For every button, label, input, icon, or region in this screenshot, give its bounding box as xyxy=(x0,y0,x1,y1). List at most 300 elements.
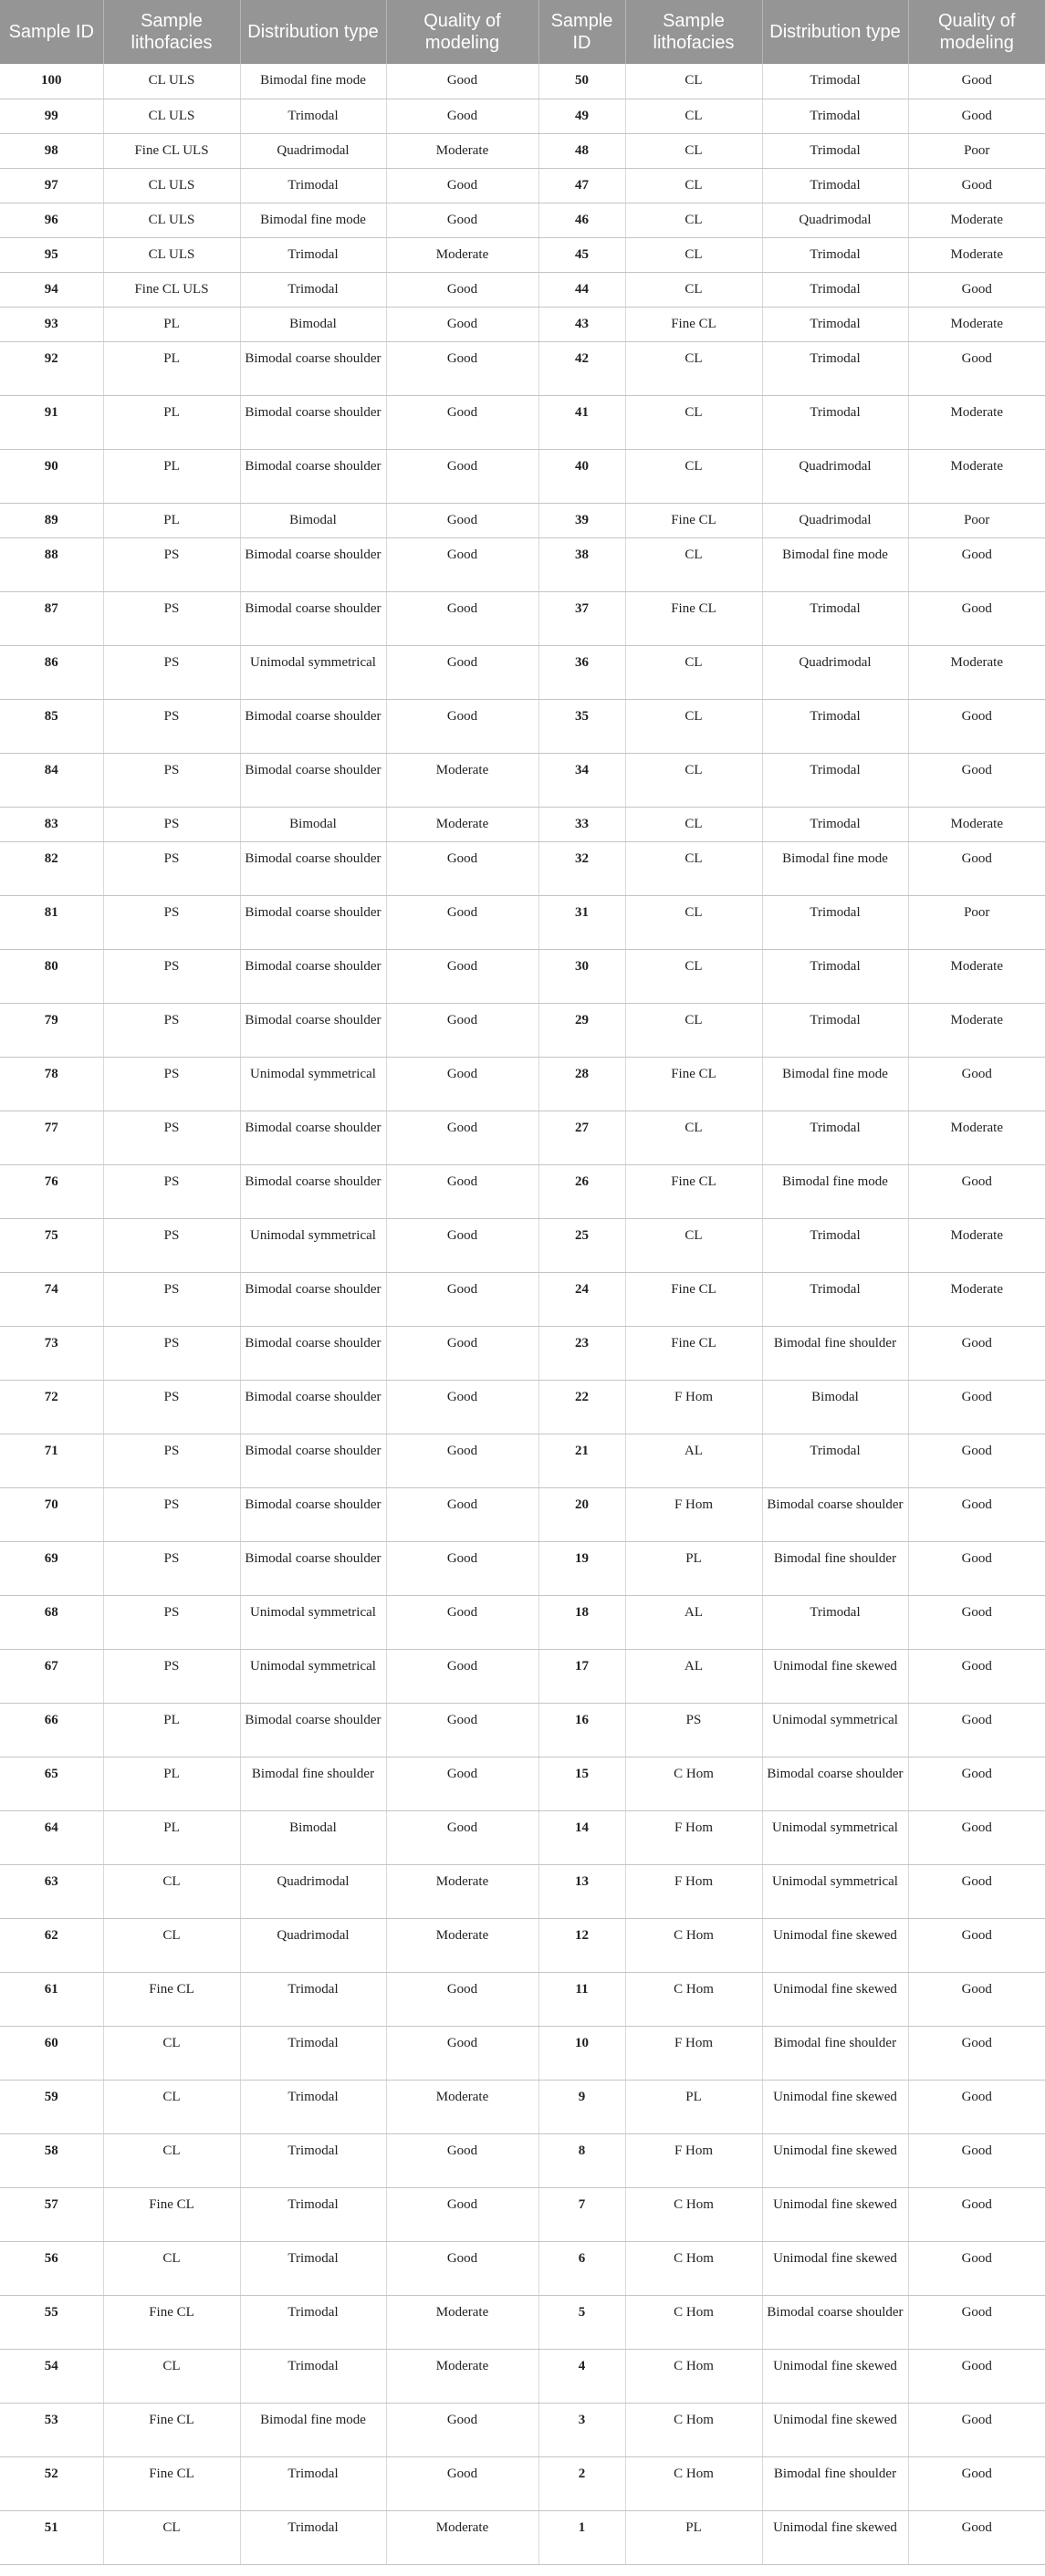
sample-id-cell: 42 xyxy=(538,341,625,395)
distribution-cell: Unimodal symmetrical xyxy=(240,645,386,699)
lithofacies-cell: Fine CL xyxy=(103,2456,240,2510)
quality-cell: Moderate xyxy=(908,449,1045,503)
lithofacies-cell: CL xyxy=(625,1003,762,1057)
table-row xyxy=(0,949,1045,1003)
distribution-cell: Bimodal xyxy=(240,807,386,841)
lithofacies-cell: PS xyxy=(103,895,240,949)
sample-id-cell: 68 xyxy=(0,1595,103,1649)
distribution-cell: Bimodal coarse shoulder xyxy=(240,1541,386,1595)
quality-cell: Good xyxy=(908,2403,1045,2456)
quality-cell: Good xyxy=(386,645,538,699)
quality-cell: Moderate xyxy=(908,1003,1045,1057)
quality-cell: Good xyxy=(386,537,538,591)
distribution-cell: Bimodal fine shoulder xyxy=(762,1541,908,1595)
distribution-cell: Bimodal coarse shoulder xyxy=(240,1380,386,1434)
quality-cell: Good xyxy=(908,1918,1045,1972)
table-row xyxy=(0,1757,1045,1810)
distribution-cell: Unimodal fine skewed xyxy=(762,2349,908,2403)
sample-id-cell: 47 xyxy=(538,168,625,203)
distribution-cell: Trimodal xyxy=(240,2295,386,2349)
quality-cell: Good xyxy=(386,341,538,395)
table-row xyxy=(0,395,1045,449)
lithofacies-cell: Fine CL ULS xyxy=(103,272,240,307)
lithofacies-cell: PL xyxy=(103,395,240,449)
sample-id-cell: 48 xyxy=(538,133,625,168)
quality-cell: Good xyxy=(908,2295,1045,2349)
sample-id-cell: 21 xyxy=(538,1434,625,1487)
table-row xyxy=(0,237,1045,272)
lithofacies-cell: CL xyxy=(625,645,762,699)
lithofacies-cell: CL xyxy=(625,1218,762,1272)
quality-cell: Good xyxy=(908,2080,1045,2133)
lithofacies-cell: F Hom xyxy=(625,1864,762,1918)
quality-cell: Good xyxy=(386,64,538,99)
sample-id-cell: 67 xyxy=(0,1649,103,1703)
sample-id-cell: 62 xyxy=(0,1918,103,1972)
distribution-cell: Quadrimodal xyxy=(762,645,908,699)
lithofacies-cell: CL xyxy=(625,949,762,1003)
quality-cell: Good xyxy=(386,272,538,307)
sample-id-cell: 71 xyxy=(0,1434,103,1487)
lithofacies-cell: CL xyxy=(625,99,762,133)
lithofacies-cell: PL xyxy=(625,2510,762,2564)
sample-id-cell: 69 xyxy=(0,1541,103,1595)
header-quality-right: Quality of modeling xyxy=(908,0,1045,64)
quality-cell: Moderate xyxy=(386,807,538,841)
sample-id-cell: 95 xyxy=(0,237,103,272)
quality-cell: Good xyxy=(386,1703,538,1757)
quality-cell: Poor xyxy=(908,503,1045,537)
distribution-cell: Unimodal symmetrical xyxy=(240,1649,386,1703)
lithofacies-cell: C Hom xyxy=(625,1757,762,1810)
quality-cell: Good xyxy=(908,64,1045,99)
table-row xyxy=(0,2349,1045,2403)
quality-cell: Moderate xyxy=(386,2349,538,2403)
quality-cell: Good xyxy=(908,1649,1045,1703)
sample-id-cell: 94 xyxy=(0,272,103,307)
distribution-cell: Trimodal xyxy=(762,1218,908,1272)
lithofacies-cell: PS xyxy=(103,1164,240,1218)
table-row xyxy=(0,341,1045,395)
distribution-cell: Trimodal xyxy=(240,99,386,133)
distribution-cell: Unimodal fine skewed xyxy=(762,2510,908,2564)
quality-cell: Good xyxy=(908,1434,1045,1487)
sample-id-cell: 53 xyxy=(0,2403,103,2456)
lithofacies-cell: CL ULS xyxy=(103,237,240,272)
table-row xyxy=(0,2456,1045,2510)
quality-cell: Good xyxy=(386,307,538,341)
table-row xyxy=(0,2241,1045,2295)
lithofacies-cell: CL xyxy=(625,64,762,99)
lithofacies-cell: PS xyxy=(103,699,240,753)
distribution-cell: Trimodal xyxy=(762,753,908,807)
sample-id-cell: 90 xyxy=(0,449,103,503)
lithofacies-cell: CL xyxy=(103,1864,240,1918)
quality-cell: Good xyxy=(386,2403,538,2456)
sample-id-cell: 8 xyxy=(538,2133,625,2187)
distribution-cell: Bimodal fine mode xyxy=(762,841,908,895)
sample-id-cell: 17 xyxy=(538,1649,625,1703)
sample-id-cell: 46 xyxy=(538,203,625,237)
lithofacies-cell: PS xyxy=(103,1003,240,1057)
distribution-cell: Unimodal fine skewed xyxy=(762,2241,908,2295)
distribution-cell: Bimodal xyxy=(240,1810,386,1864)
sample-id-cell: 40 xyxy=(538,449,625,503)
distribution-cell: Trimodal xyxy=(762,64,908,99)
sample-id-cell: 23 xyxy=(538,1326,625,1380)
sample-id-cell: 65 xyxy=(0,1757,103,1810)
lithofacies-cell: PS xyxy=(103,841,240,895)
distribution-cell: Trimodal xyxy=(240,2510,386,2564)
sample-id-cell: 10 xyxy=(538,2026,625,2080)
distribution-cell: Unimodal symmetrical xyxy=(240,1595,386,1649)
quality-cell: Good xyxy=(386,2133,538,2187)
sample-id-cell: 12 xyxy=(538,1918,625,1972)
sample-id-cell: 35 xyxy=(538,699,625,753)
lithofacies-cell: C Hom xyxy=(625,1972,762,2026)
lithofacies-cell: Fine CL xyxy=(103,2403,240,2456)
quality-cell: Good xyxy=(908,2510,1045,2564)
table-row xyxy=(0,591,1045,645)
sample-id-cell: 60 xyxy=(0,2026,103,2080)
table-row xyxy=(0,1272,1045,1326)
quality-cell: Good xyxy=(386,1272,538,1326)
quality-cell: Good xyxy=(908,2349,1045,2403)
quality-cell: Moderate xyxy=(908,1272,1045,1326)
distribution-cell: Bimodal fine shoulder xyxy=(762,2456,908,2510)
sample-id-cell: 99 xyxy=(0,99,103,133)
lithofacies-cell: PS xyxy=(103,1541,240,1595)
sample-id-cell: 75 xyxy=(0,1218,103,1272)
distribution-cell: Trimodal xyxy=(240,237,386,272)
sample-id-cell: 5 xyxy=(538,2295,625,2349)
lithofacies-cell: PS xyxy=(103,753,240,807)
header-distribution-left: Distribution type xyxy=(240,0,386,64)
distribution-cell: Unimodal fine skewed xyxy=(762,1918,908,1972)
lithofacies-cell: AL xyxy=(625,1595,762,1649)
quality-cell: Good xyxy=(386,1057,538,1111)
lithofacies-cell: C Hom xyxy=(625,2241,762,2295)
sample-id-cell: 81 xyxy=(0,895,103,949)
lithofacies-cell: CL xyxy=(625,168,762,203)
distribution-cell: Unimodal fine skewed xyxy=(762,1649,908,1703)
sample-id-cell: 39 xyxy=(538,503,625,537)
lithofacies-cell: PL xyxy=(103,307,240,341)
quality-cell: Good xyxy=(386,2456,538,2510)
sample-id-cell: 29 xyxy=(538,1003,625,1057)
header-lithofacies-left: Sample lithofacies xyxy=(103,0,240,64)
table-row xyxy=(0,2026,1045,2080)
lithofacies-cell: CL xyxy=(625,203,762,237)
lithofacies-cell: CL xyxy=(625,807,762,841)
table-row xyxy=(0,133,1045,168)
sample-id-cell: 13 xyxy=(538,1864,625,1918)
quality-cell: Good xyxy=(908,2026,1045,2080)
table-header xyxy=(0,0,1045,64)
sample-id-cell: 56 xyxy=(0,2241,103,2295)
sample-id-cell: 19 xyxy=(538,1541,625,1595)
quality-cell: Good xyxy=(386,2187,538,2241)
sample-id-cell: 66 xyxy=(0,1703,103,1757)
quality-cell: Good xyxy=(386,1595,538,1649)
distribution-cell: Bimodal coarse shoulder xyxy=(240,395,386,449)
header-row xyxy=(0,0,1045,64)
distribution-cell: Trimodal xyxy=(762,341,908,395)
sample-id-cell: 41 xyxy=(538,395,625,449)
sample-id-cell: 92 xyxy=(0,341,103,395)
quality-cell: Good xyxy=(908,1326,1045,1380)
sample-id-cell: 49 xyxy=(538,99,625,133)
quality-cell: Poor xyxy=(908,133,1045,168)
header-sample-id-right: Sample ID xyxy=(538,0,625,64)
sample-id-cell: 44 xyxy=(538,272,625,307)
quality-cell: Good xyxy=(386,1380,538,1434)
quality-cell: Moderate xyxy=(908,1111,1045,1164)
quality-cell: Good xyxy=(386,1434,538,1487)
quality-cell: Good xyxy=(386,1003,538,1057)
table-row xyxy=(0,807,1045,841)
quality-cell: Good xyxy=(908,1057,1045,1111)
distribution-cell: Unimodal fine skewed xyxy=(762,2187,908,2241)
distribution-cell: Bimodal xyxy=(240,307,386,341)
sample-id-cell: 25 xyxy=(538,1218,625,1272)
header-quality-left: Quality of modeling xyxy=(386,0,538,64)
quality-cell: Good xyxy=(386,841,538,895)
lithofacies-cell: CL xyxy=(625,895,762,949)
sample-id-cell: 4 xyxy=(538,2349,625,2403)
sample-id-cell: 38 xyxy=(538,537,625,591)
distribution-cell: Bimodal xyxy=(762,1380,908,1434)
distribution-cell: Trimodal xyxy=(240,2349,386,2403)
sample-id-cell: 70 xyxy=(0,1487,103,1541)
sample-id-cell: 24 xyxy=(538,1272,625,1326)
distribution-cell: Trimodal xyxy=(240,2241,386,2295)
quality-cell: Moderate xyxy=(908,307,1045,341)
distribution-cell: Trimodal xyxy=(240,2080,386,2133)
distribution-cell: Bimodal fine shoulder xyxy=(762,1326,908,1380)
table-row xyxy=(0,2403,1045,2456)
lithofacies-cell: CL ULS xyxy=(103,168,240,203)
quality-cell: Good xyxy=(908,2133,1045,2187)
lithofacies-cell: CL xyxy=(103,2510,240,2564)
table-row xyxy=(0,1487,1045,1541)
lithofacies-cell: PL xyxy=(625,2080,762,2133)
quality-cell: Good xyxy=(908,1380,1045,1434)
table-row xyxy=(0,2510,1045,2564)
lithofacies-cell: F Hom xyxy=(625,1487,762,1541)
distribution-cell: Trimodal xyxy=(240,2026,386,2080)
sample-id-cell: 43 xyxy=(538,307,625,341)
quality-cell: Good xyxy=(386,2241,538,2295)
distribution-cell: Quadrimodal xyxy=(762,503,908,537)
lithofacies-cell: CL xyxy=(625,237,762,272)
distribution-cell: Bimodal fine mode xyxy=(762,537,908,591)
table-row xyxy=(0,1972,1045,2026)
quality-cell: Good xyxy=(386,1757,538,1810)
lithofacies-cell: F Hom xyxy=(625,2026,762,2080)
quality-cell: Good xyxy=(908,1703,1045,1757)
lithofacies-cell: CL xyxy=(103,2241,240,2295)
distribution-cell: Trimodal xyxy=(240,2187,386,2241)
quality-cell: Good xyxy=(908,341,1045,395)
lithofacies-cell: Fine CL xyxy=(625,1164,762,1218)
distribution-cell: Quadrimodal xyxy=(762,449,908,503)
distribution-cell: Quadrimodal xyxy=(240,1864,386,1918)
lithofacies-cell: PL xyxy=(625,1541,762,1595)
quality-cell: Moderate xyxy=(908,949,1045,1003)
sample-id-cell: 36 xyxy=(538,645,625,699)
lithofacies-cell: CL ULS xyxy=(103,64,240,99)
sample-id-cell: 86 xyxy=(0,645,103,699)
table-row xyxy=(0,753,1045,807)
sample-id-cell: 96 xyxy=(0,203,103,237)
distribution-cell: Bimodal coarse shoulder xyxy=(240,841,386,895)
sample-id-cell: 63 xyxy=(0,1864,103,1918)
sample-id-cell: 2 xyxy=(538,2456,625,2510)
lithofacies-cell: PS xyxy=(103,1487,240,1541)
sample-id-cell: 3 xyxy=(538,2403,625,2456)
lithofacies-cell: PS xyxy=(103,1434,240,1487)
lithofacies-cell: Fine CL ULS xyxy=(103,133,240,168)
sample-id-cell: 6 xyxy=(538,2241,625,2295)
lithofacies-cell: PL xyxy=(103,1810,240,1864)
quality-cell: Good xyxy=(908,841,1045,895)
sample-id-cell: 32 xyxy=(538,841,625,895)
table-row xyxy=(0,1380,1045,1434)
table-row xyxy=(0,1918,1045,1972)
lithofacies-cell: F Hom xyxy=(625,1810,762,1864)
lithofacies-cell: CL xyxy=(625,395,762,449)
quality-cell: Moderate xyxy=(908,203,1045,237)
distribution-cell: Bimodal fine mode xyxy=(240,203,386,237)
sample-id-cell: 11 xyxy=(538,1972,625,2026)
sample-id-cell: 100 xyxy=(0,64,103,99)
quality-cell: Good xyxy=(386,1218,538,1272)
lithofacies-cell: CL xyxy=(625,133,762,168)
table-row xyxy=(0,503,1045,537)
distribution-cell: Unimodal fine skewed xyxy=(762,2080,908,2133)
distribution-cell: Trimodal xyxy=(762,237,908,272)
distribution-cell: Trimodal xyxy=(240,168,386,203)
distribution-cell: Bimodal coarse shoulder xyxy=(762,1757,908,1810)
sample-id-cell: 83 xyxy=(0,807,103,841)
distribution-cell: Bimodal coarse shoulder xyxy=(240,1434,386,1487)
distribution-cell: Bimodal coarse shoulder xyxy=(240,537,386,591)
quality-cell: Good xyxy=(386,1111,538,1164)
distribution-cell: Unimodal symmetrical xyxy=(762,1864,908,1918)
sample-id-cell: 34 xyxy=(538,753,625,807)
distribution-cell: Bimodal fine mode xyxy=(240,64,386,99)
lithofacies-cell: Fine CL xyxy=(103,2187,240,2241)
table-row xyxy=(0,2080,1045,2133)
lithofacies-cell: CL xyxy=(625,537,762,591)
distribution-cell: Unimodal symmetrical xyxy=(762,1810,908,1864)
quality-cell: Good xyxy=(908,699,1045,753)
quality-cell: Moderate xyxy=(386,753,538,807)
lithofacies-cell: PS xyxy=(103,807,240,841)
distribution-cell: Trimodal xyxy=(762,699,908,753)
sample-id-cell: 77 xyxy=(0,1111,103,1164)
distribution-cell: Trimodal xyxy=(762,807,908,841)
quality-cell: Moderate xyxy=(386,2080,538,2133)
table-row xyxy=(0,1111,1045,1164)
sample-id-cell: 45 xyxy=(538,237,625,272)
distribution-cell: Bimodal coarse shoulder xyxy=(240,1164,386,1218)
quality-cell: Good xyxy=(386,168,538,203)
quality-cell: Good xyxy=(386,203,538,237)
table-row xyxy=(0,1541,1045,1595)
quality-cell: Good xyxy=(908,1972,1045,2026)
quality-cell: Moderate xyxy=(386,133,538,168)
table-row xyxy=(0,841,1045,895)
sample-id-cell: 97 xyxy=(0,168,103,203)
table-row xyxy=(0,1810,1045,1864)
distribution-cell: Trimodal xyxy=(240,272,386,307)
quality-cell: Moderate xyxy=(386,237,538,272)
sample-id-cell: 61 xyxy=(0,1972,103,2026)
lithofacies-cell: C Hom xyxy=(625,2349,762,2403)
sample-id-cell: 20 xyxy=(538,1487,625,1541)
distribution-cell: Bimodal coarse shoulder xyxy=(240,1487,386,1541)
quality-cell: Good xyxy=(908,272,1045,307)
lithofacies-cell: CL xyxy=(625,272,762,307)
distribution-cell: Bimodal fine shoulder xyxy=(762,2026,908,2080)
sample-id-cell: 28 xyxy=(538,1057,625,1111)
lithofacies-cell: Fine CL xyxy=(625,1057,762,1111)
quality-cell: Good xyxy=(908,1757,1045,1810)
distribution-cell: Trimodal xyxy=(240,2456,386,2510)
sample-id-cell: 9 xyxy=(538,2080,625,2133)
lithofacies-cell: Fine CL xyxy=(625,1326,762,1380)
lithofacies-cell: PS xyxy=(103,645,240,699)
quality-cell: Good xyxy=(386,1810,538,1864)
sample-id-cell: 37 xyxy=(538,591,625,645)
sample-id-cell: 14 xyxy=(538,1810,625,1864)
lithofacies-cell: CL xyxy=(625,341,762,395)
quality-cell: Good xyxy=(386,1326,538,1380)
lithofacies-cell: CL xyxy=(625,841,762,895)
lithofacies-cell: Fine CL xyxy=(625,1272,762,1326)
distribution-cell: Bimodal coarse shoulder xyxy=(240,699,386,753)
distribution-cell: Trimodal xyxy=(240,1972,386,2026)
lithofacies-cell: PL xyxy=(103,503,240,537)
quality-cell: Good xyxy=(386,1487,538,1541)
distribution-cell: Unimodal symmetrical xyxy=(762,1703,908,1757)
table-row xyxy=(0,1595,1045,1649)
sample-id-cell: 85 xyxy=(0,699,103,753)
quality-cell: Good xyxy=(908,537,1045,591)
table-row xyxy=(0,895,1045,949)
quality-cell: Good xyxy=(386,503,538,537)
sample-id-cell: 22 xyxy=(538,1380,625,1434)
table-row xyxy=(0,64,1045,99)
distribution-cell: Bimodal fine shoulder xyxy=(240,1757,386,1810)
distribution-cell: Bimodal coarse shoulder xyxy=(240,341,386,395)
lithofacies-cell: CL xyxy=(625,699,762,753)
header-distribution-right: Distribution type xyxy=(762,0,908,64)
distribution-cell: Bimodal coarse shoulder xyxy=(240,1326,386,1380)
lithofacies-cell: PL xyxy=(103,449,240,503)
quality-cell: Good xyxy=(908,1487,1045,1541)
distribution-cell: Unimodal fine skewed xyxy=(762,1972,908,2026)
distribution-cell: Bimodal fine mode xyxy=(240,2403,386,2456)
lithofacies-cell: PS xyxy=(103,1218,240,1272)
sample-id-cell: 16 xyxy=(538,1703,625,1757)
distribution-cell: Trimodal xyxy=(762,1003,908,1057)
sample-id-cell: 80 xyxy=(0,949,103,1003)
distribution-cell: Trimodal xyxy=(762,1595,908,1649)
quality-cell: Moderate xyxy=(908,395,1045,449)
